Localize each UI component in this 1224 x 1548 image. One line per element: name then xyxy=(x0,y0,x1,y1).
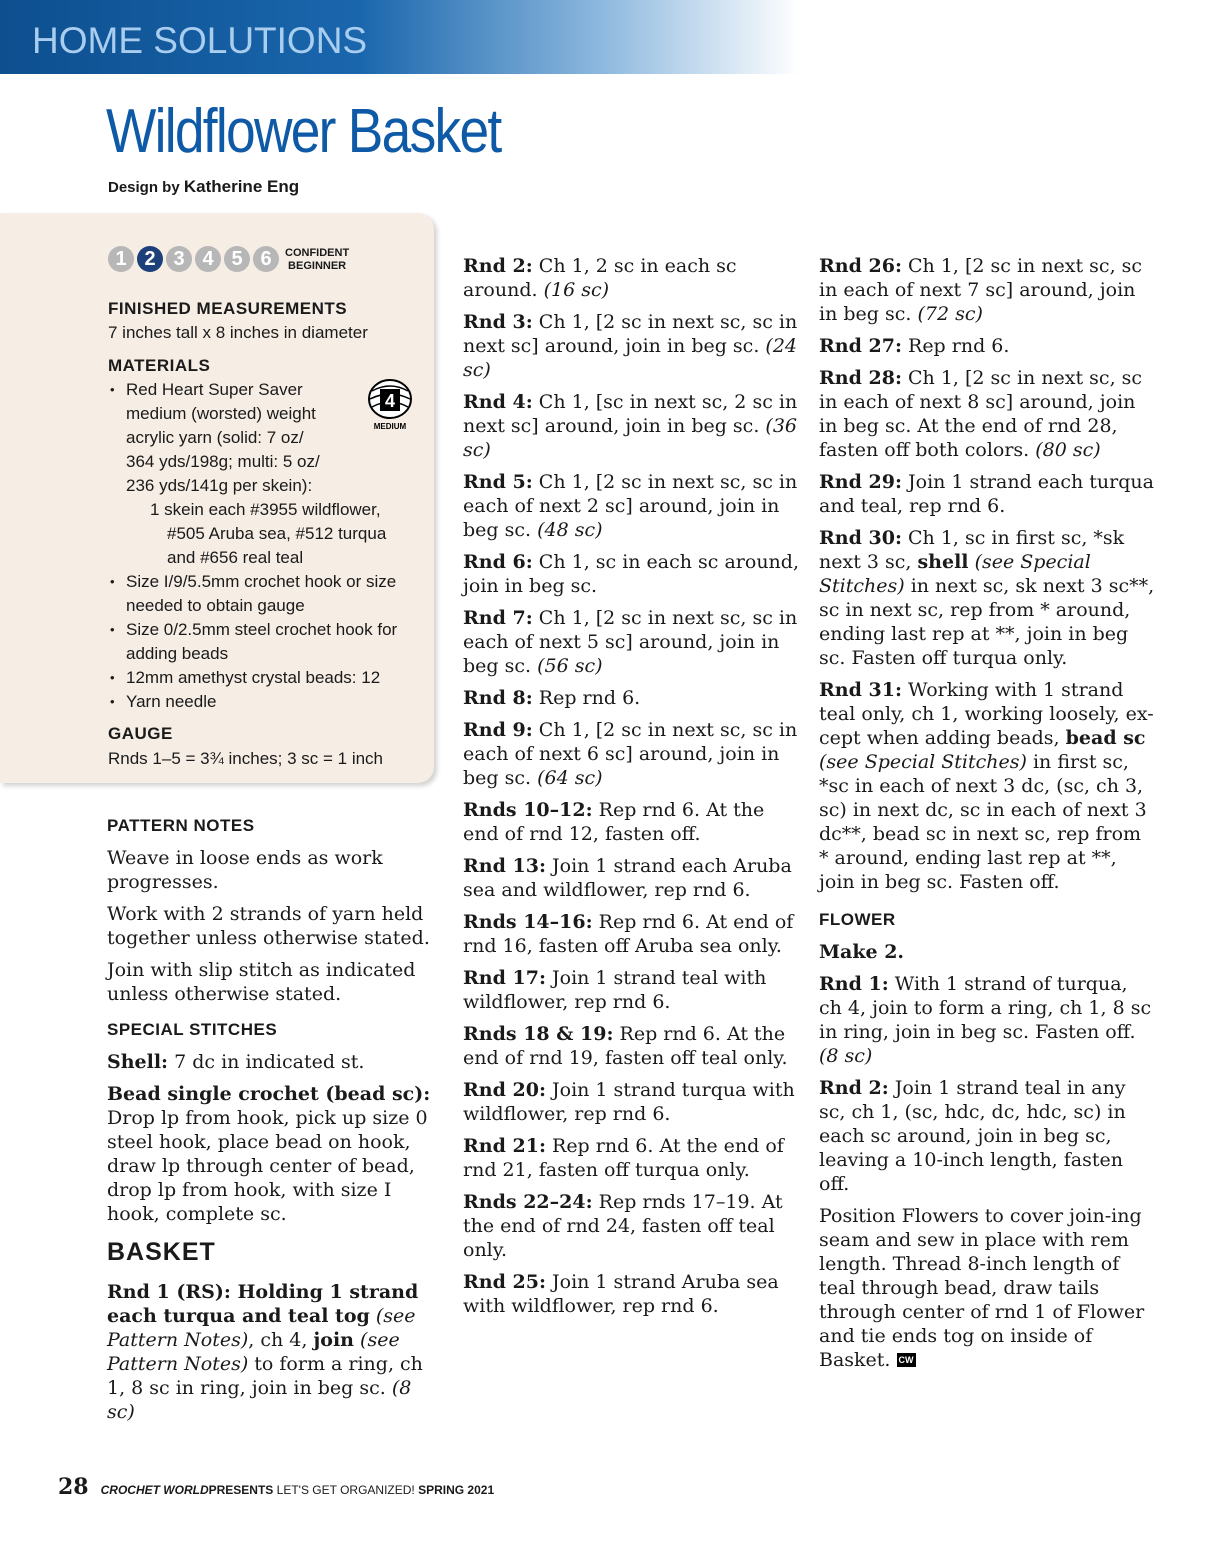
round-27 xyxy=(819,334,1155,358)
column-1 xyxy=(107,814,443,1432)
stitch-shell xyxy=(107,1050,443,1074)
round-text: Rep rnd 6. xyxy=(901,335,1010,357)
round-2 xyxy=(463,254,799,302)
round-text: Join 1 strand teal with wildflower, rep rnd 6. xyxy=(463,967,767,1013)
round-text: Ch 1, [2 sc in next sc, sc in each of next 2 sc] around, join in beg sc. xyxy=(463,471,798,541)
finished-measurements-heading: FINISHED MEASUREMENTS xyxy=(108,299,348,318)
round-30 xyxy=(819,526,1155,670)
round-text: in next sc, sk next 3 sc**, sc in next sc, rep from * around, ending last rep at **, join in beg sc. Fasten off turqua only. xyxy=(819,575,1155,669)
round-text: , ch 4, xyxy=(248,1329,314,1351)
round-26 xyxy=(819,254,1155,326)
round-text: Rep rnds 17–19. At the end of rnd 24, fasten off teal only. xyxy=(463,1191,783,1261)
round-note: (see Pattern Notes) xyxy=(107,1305,416,1351)
round-3 xyxy=(463,310,799,382)
publication-presents: PRESENTS xyxy=(208,1483,274,1497)
round-label: Rnd 26: xyxy=(819,255,902,277)
skill-level-dot: 1 xyxy=(108,246,134,272)
materials-heading: MATERIALS xyxy=(108,356,211,375)
round-label: Rnd 6: xyxy=(463,551,533,573)
finishing-text: Position Flowers to cover join-ing seam and sew in place with rem length. Thread 8-inch length of teal through bead, draw tails through center of rnd 1 of Flower and tie ends tog on inside of Basket. xyxy=(819,1205,1145,1371)
round-21 xyxy=(463,1134,799,1182)
gauge-heading: GAUGE xyxy=(108,724,173,743)
flower-round-2 xyxy=(819,1076,1155,1196)
publication-name: CROCHET WORLD xyxy=(100,1483,209,1497)
round-18-19 xyxy=(463,1022,799,1070)
stitch-text: 7 dc in indicated st. xyxy=(168,1051,365,1073)
skill-line-2: BEGINNER xyxy=(288,260,347,272)
stitch-count: (16 sc) xyxy=(543,279,610,301)
round-label: Rnd 1: xyxy=(819,973,889,995)
round-label: Rnd 2: xyxy=(463,255,533,277)
flower-heading: FLOWER xyxy=(819,910,896,929)
round-label: Rnds 18 & 19: xyxy=(463,1023,614,1045)
round-label: Rnd 25: xyxy=(463,1271,546,1293)
round-22-24 xyxy=(463,1190,799,1262)
round-9 xyxy=(463,718,799,790)
designer-name: Katherine Eng xyxy=(183,177,300,196)
round-8 xyxy=(463,686,799,710)
list-item: • Yarn needle xyxy=(108,690,426,714)
skill-level-dot: 3 xyxy=(166,246,192,272)
round-29 xyxy=(819,470,1155,518)
round-1 xyxy=(107,1280,443,1424)
round-label: Rnd 27: xyxy=(819,335,902,357)
round-label: Rnd 9: xyxy=(463,719,533,741)
round-label: Rnd 28: xyxy=(819,367,902,389)
byline xyxy=(108,177,299,197)
pattern-note: Join with slip stitch as indicated unless otherwise stated. xyxy=(107,959,416,1005)
pattern-notes-heading: PATTERN NOTES xyxy=(107,816,255,835)
yarn-weight-icon xyxy=(364,377,416,433)
page-footer xyxy=(58,1474,494,1500)
stitch-count: (64 sc) xyxy=(537,767,603,789)
round-label: Rnd 31: xyxy=(819,679,902,701)
round-text: Ch 1, [2 sc in next sc, sc in each of next 6 sc] around, join in beg sc. xyxy=(463,719,798,789)
round-label: Rnd 20: xyxy=(463,1079,546,1101)
list-item: • 12mm amethyst crystal beads: 12 xyxy=(108,666,426,690)
round-28 xyxy=(819,366,1155,462)
skill-level-dot: 6 xyxy=(253,246,279,272)
yarn-line: acrylic yarn (solid: 7 oz/ xyxy=(126,428,304,447)
round-13 xyxy=(463,854,799,902)
yarn-line: 364 yds/198g; multi: 5 oz/ xyxy=(126,452,320,471)
pattern-note: Weave in loose ends as work progresses. xyxy=(107,847,383,893)
round-text: With 1 strand of turqua, ch 4, join to form a ring, ch 1, 8 sc in ring, join in beg sc. Fasten off. xyxy=(819,973,1152,1043)
round-term: join xyxy=(313,1329,355,1351)
skein-line: #505 Aruba sea, #512 turqua xyxy=(167,524,387,543)
skein-line: and #656 real teal xyxy=(167,548,304,567)
round-label: Rnd 2: xyxy=(819,1077,889,1099)
round-text: Join 1 strand teal in any sc, ch 1, (sc, hdc, dc, hdc, sc) in each sc around, join in beg sc, leaving a 10-inch length, fasten off. xyxy=(819,1077,1126,1195)
round-6 xyxy=(463,550,799,598)
round-text: Ch 1, 2 sc in each sc around. xyxy=(463,255,737,301)
round-text: Rep rnd 6. At the end of rnd 12, fasten off. xyxy=(463,799,765,845)
stitch-count: (8 sc) xyxy=(819,1045,873,1067)
round-label: Rnd 1 (RS): Holding 1 strand each turqua and teal tog xyxy=(107,1281,419,1327)
round-label: Rnd 29: xyxy=(819,471,902,493)
round-label: Rnd 3: xyxy=(463,311,533,333)
stitch-count: (24 sc) xyxy=(463,335,797,381)
issue-season: SPRING 2021 xyxy=(418,1483,495,1497)
column-2 xyxy=(463,254,799,1326)
round-text: Rep rnd 6. At end of rnd 16, fasten off Aruba sea only. xyxy=(463,911,794,957)
make-count: Make 2. xyxy=(819,941,905,963)
round-text: Join 1 strand Aruba sea with wildflower, rep rnd 6. xyxy=(463,1271,779,1317)
yarn-weight-number: 4 xyxy=(384,391,396,411)
list-item xyxy=(108,498,426,570)
round-label: Rnds 22–24: xyxy=(463,1191,593,1213)
header-banner xyxy=(0,0,800,74)
round-5 xyxy=(463,470,799,542)
round-10-12 xyxy=(463,798,799,846)
stitch-count: (56 sc) xyxy=(537,655,603,677)
flower-make xyxy=(819,940,1155,964)
skill-line-1: CONFIDENT xyxy=(285,247,350,259)
finished-measurements-text: 7 inches tall x 8 inches in diameter xyxy=(108,323,368,342)
round-text: Join 1 strand each turqua and teal, rep rnd 6. xyxy=(819,471,1154,517)
round-term: shell xyxy=(917,551,969,573)
round-text: Ch 1, [2 sc in next sc, sc in each of next 5 sc] around, join in beg sc. xyxy=(463,607,798,677)
basket-heading: BASKET xyxy=(107,1238,216,1266)
round-text: in first sc, *sc in each of next 3 dc, (sc, ch 3, sc) in next dc, sc in each of next 3 dc**, bead sc in next sc, rep from * around, ending last rep at **, join in beg sc. Fasten off. xyxy=(819,751,1147,893)
stitch-label: Shell: xyxy=(107,1051,169,1073)
round-25 xyxy=(463,1270,799,1318)
issue-title: LET'S GET ORGANIZED! xyxy=(273,1483,419,1497)
round-text: Ch 1, [sc in next sc, 2 sc in next sc] around, join in beg sc. xyxy=(463,391,798,437)
round-label: Rnd 8: xyxy=(463,687,533,709)
round-text: Join 1 strand turqua with wildflower, rep rnd 6. xyxy=(463,1079,795,1125)
round-note: (see Special Stitches) xyxy=(819,751,1027,773)
round-label: Rnds 10–12: xyxy=(463,799,593,821)
round-label: Rnd 17: xyxy=(463,967,546,989)
stitch-count: (8 sc) xyxy=(107,1377,412,1423)
round-label: Rnd 7: xyxy=(463,607,533,629)
round-31 xyxy=(819,678,1155,894)
skill-level-dot: 4 xyxy=(195,246,221,272)
yarn-weight-label: MEDIUM xyxy=(373,422,407,431)
round-text: Rep rnd 6. xyxy=(532,687,641,709)
skein-line: 1 skein each #3955 wildflower, xyxy=(150,500,381,519)
round-label: Rnd 21: xyxy=(463,1135,546,1157)
end-mark-icon: CW xyxy=(898,1355,914,1365)
round-text: Rep rnd 6. At the end of rnd 19, fasten off teal only. xyxy=(463,1023,788,1069)
round-20 xyxy=(463,1078,799,1126)
round-label: Rnd 5: xyxy=(463,471,533,493)
round-label: Rnd 30: xyxy=(819,527,902,549)
round-text: Join 1 strand each Aruba sea and wildflower, rep rnd 6. xyxy=(463,855,792,901)
round-text: Ch 1, [2 sc in next sc, sc in next sc] around, join in beg sc. xyxy=(463,311,798,357)
page-title: Wildflower Basket xyxy=(106,97,501,166)
byline-prefix: Design by xyxy=(108,179,180,196)
round-text: Ch 1, sc in each sc around, join in beg sc. xyxy=(463,551,800,597)
stitch-count: (72 sc) xyxy=(917,303,983,325)
round-note: (see Special Stitches) xyxy=(819,551,1091,597)
skill-level-label xyxy=(285,247,349,273)
stitch-count: (36 sc) xyxy=(463,415,797,461)
special-stitches-heading: SPECIAL STITCHES xyxy=(107,1020,278,1039)
list-item: • Size I/9/5.5mm crochet hook or size needed to obtain gauge xyxy=(108,570,426,618)
round-4 xyxy=(463,390,799,462)
skill-level-indicator xyxy=(108,246,282,272)
round-text: Ch 1, sc in first sc, *sk next 3 sc, xyxy=(819,527,1125,573)
round-text: Ch 1, [2 sc in next sc, sc in each of next 8 sc] around, join in beg sc. At the end of rnd 28, fasten off both colors. xyxy=(819,367,1143,461)
round-label: Rnd 4: xyxy=(463,391,533,413)
skill-level-dot-active: 2 xyxy=(137,246,163,272)
section-label: HOME SOLUTIONS xyxy=(32,20,368,61)
list-item: • Size 0/2.5mm steel crochet hook for adding beads xyxy=(108,618,426,666)
column-3 xyxy=(819,254,1155,1380)
stitch-label: Bead single crochet (bead sc): xyxy=(107,1083,431,1105)
round-text: Rep rnd 6. At the end of rnd 21, fasten off turqua only. xyxy=(463,1135,784,1181)
finishing xyxy=(819,1204,1155,1372)
round-label: Rnd 13: xyxy=(463,855,546,877)
yarn-line: medium (worsted) weight xyxy=(126,404,316,423)
pattern-note: Work with 2 strands of yarn held together unless otherwise stated. xyxy=(107,903,430,949)
skill-level-dot: 5 xyxy=(224,246,250,272)
round-text: to form a ring, ch 1, 8 sc in ring, join in beg sc. xyxy=(107,1353,423,1399)
round-17 xyxy=(463,966,799,1014)
round-14-16 xyxy=(463,910,799,958)
round-7 xyxy=(463,606,799,678)
page-number: 28 xyxy=(58,1474,89,1500)
stitch-count: (80 sc) xyxy=(1035,439,1101,461)
stitch-count: (48 sc) xyxy=(537,519,603,541)
yarn-line: 236 yds/141g per skein): xyxy=(126,476,313,495)
flower-round-1 xyxy=(819,972,1155,1068)
round-label: Rnds 14–16: xyxy=(463,911,593,933)
gauge-text: Rnds 1–5 = 3¾ inches; 3 sc = 1 inch xyxy=(108,749,384,768)
round-note: (see Pattern Notes) xyxy=(107,1329,400,1375)
round-text: Ch 1, [2 sc in next sc, sc in each of next 7 sc] around, join in beg sc. xyxy=(819,255,1143,325)
round-text: Working with 1 strand teal only, ch 1, working loosely, ex-cept when adding beads, xyxy=(819,679,1154,749)
round-term: bead sc xyxy=(1065,727,1146,749)
stitch-text: Drop lp from hook, pick up size 0 steel hook, place bead on hook, draw lp through center of bead, drop lp from hook, with size I hook, complete sc. xyxy=(107,1107,428,1225)
stitch-bead-sc xyxy=(107,1082,443,1226)
yarn-line: Red Heart Super Saver xyxy=(126,380,303,399)
